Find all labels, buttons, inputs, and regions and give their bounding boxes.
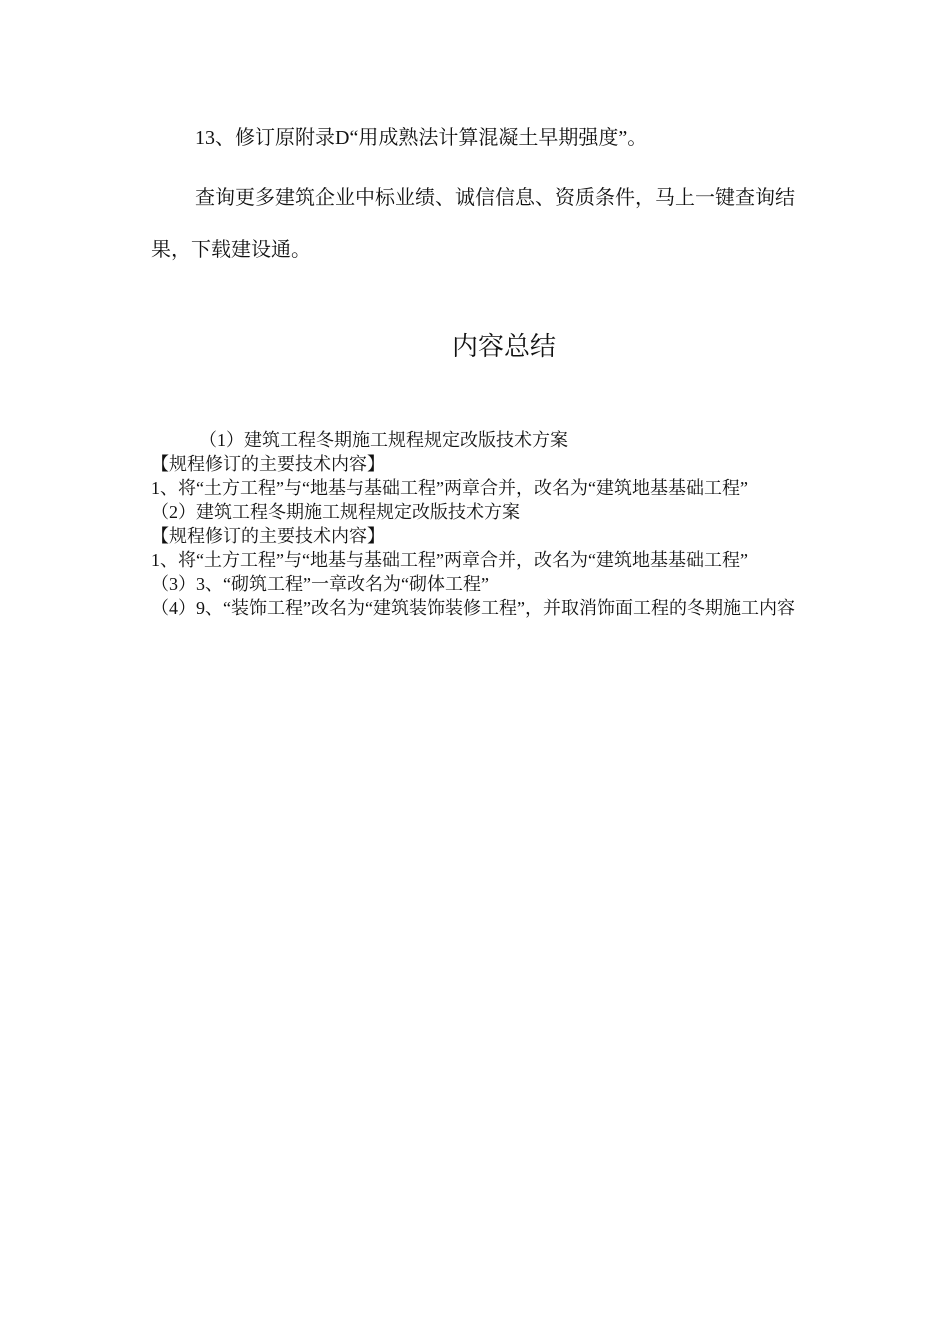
summary-line: 1、将“土方工程”与“地基与基础工程”两章合并，改名为“建筑地基基础工程” bbox=[151, 550, 748, 570]
summary-line: 【规程修订的主要技术内容】 bbox=[151, 454, 385, 474]
promo-paragraph: 查询更多建筑企业中标业绩、诚信信息、资质条件，马上一键查询结果，下载建设通。 bbox=[151, 187, 795, 261]
summary-line: 1、将“土方工程”与“地基与基础工程”两章合并，改名为“建筑地基基础工程” bbox=[151, 478, 748, 498]
paragraph-13: 13、修订原附录D“用成熟法计算混凝土早期强度”。 bbox=[195, 127, 648, 149]
summary-line: （1）建筑工程冬期施工规程规定改版技术方案 bbox=[199, 430, 568, 450]
summary-line: （4）9、“装饰工程”改名为“建筑装饰装修工程”，并取消饰面工程的冬期施工内容 bbox=[151, 598, 795, 618]
summary-block bbox=[151, 428, 801, 620]
summary-line: （2）建筑工程冬期施工规程规定改版技术方案 bbox=[151, 502, 520, 522]
summary-line: 【规程修订的主要技术内容】 bbox=[151, 526, 385, 546]
summary-line: （3）3、“砌筑工程”一章改名为“砌体工程” bbox=[151, 574, 489, 594]
section-heading: 内容总结 bbox=[451, 332, 556, 361]
